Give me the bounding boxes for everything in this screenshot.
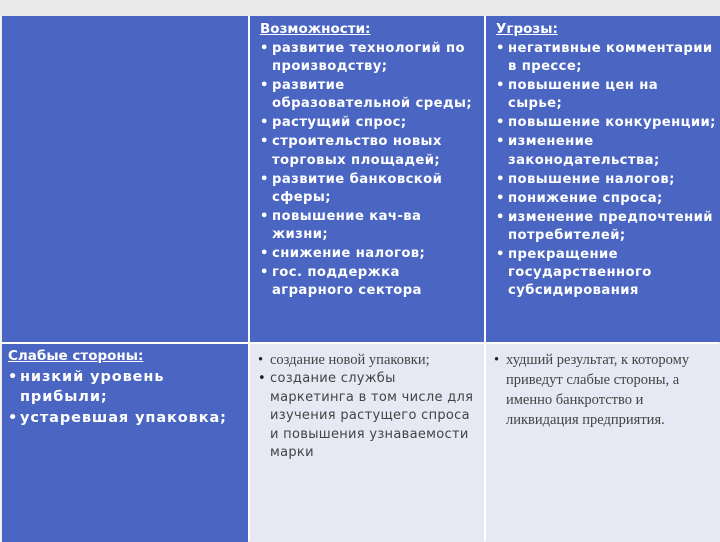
list-item: • изменение законодательства; — [496, 133, 716, 169]
weaknesses-header: Слабые стороны: — [8, 348, 144, 364]
list-item: • негативные комментарии в прессе; — [496, 40, 716, 76]
weak-opportunities-list — [258, 350, 478, 463]
list-item: • создание службы маркетинга в том числе для изучения растущего спроса и повышения узнаваемости марки — [258, 370, 478, 463]
threats-cell — [486, 16, 720, 342]
list-item: • растущий спрос; — [260, 114, 478, 132]
weak-threats-list — [494, 350, 716, 430]
opportunities-cell — [250, 16, 484, 342]
list-item: • создание новой упаковки; — [258, 350, 478, 370]
list-item: • развитие банковской сферы; — [260, 171, 478, 207]
weaknesses-cell — [2, 344, 248, 542]
list-item: • развитие технологий по производству; — [260, 40, 478, 76]
top-strip — [0, 0, 720, 16]
list-item: • худший результат, к которому приведут слабые стороны, а именно банкротство и ликвидация предприятия. — [494, 350, 716, 430]
list-item: • повышение кач-ва жизни; — [260, 208, 478, 244]
weak-opportunities-cell — [250, 344, 484, 542]
list-item: • прекращение государственного субсидирования — [496, 246, 716, 300]
list-item: • развитие образовательной среды; — [260, 77, 478, 113]
threats-header: Угрозы: — [496, 21, 558, 37]
list-item: • низкий уровень прибыли; — [8, 367, 242, 407]
list-item: • снижение налогов; — [260, 245, 478, 263]
list-item: • устаревшая упаковка; — [8, 408, 242, 428]
weaknesses-list — [8, 367, 242, 428]
swot-table — [2, 16, 718, 540]
threats-list — [496, 40, 716, 300]
list-item: • повышение налогов; — [496, 171, 716, 189]
list-item: • строительство новых торговых площадей; — [260, 133, 478, 169]
opportunities-list — [260, 40, 478, 300]
list-item: • гос. поддержка аграрного сектора — [260, 264, 478, 300]
corner-cell — [2, 16, 248, 342]
list-item: • повышение конкуренции; — [496, 114, 716, 132]
weak-threats-cell — [486, 344, 720, 542]
list-item: • изменение предпочтений потребителей; — [496, 209, 716, 245]
list-item: • понижение спроса; — [496, 190, 716, 208]
opportunities-header: Возможности: — [260, 21, 371, 37]
list-item: • повышение цен на сырье; — [496, 77, 716, 113]
